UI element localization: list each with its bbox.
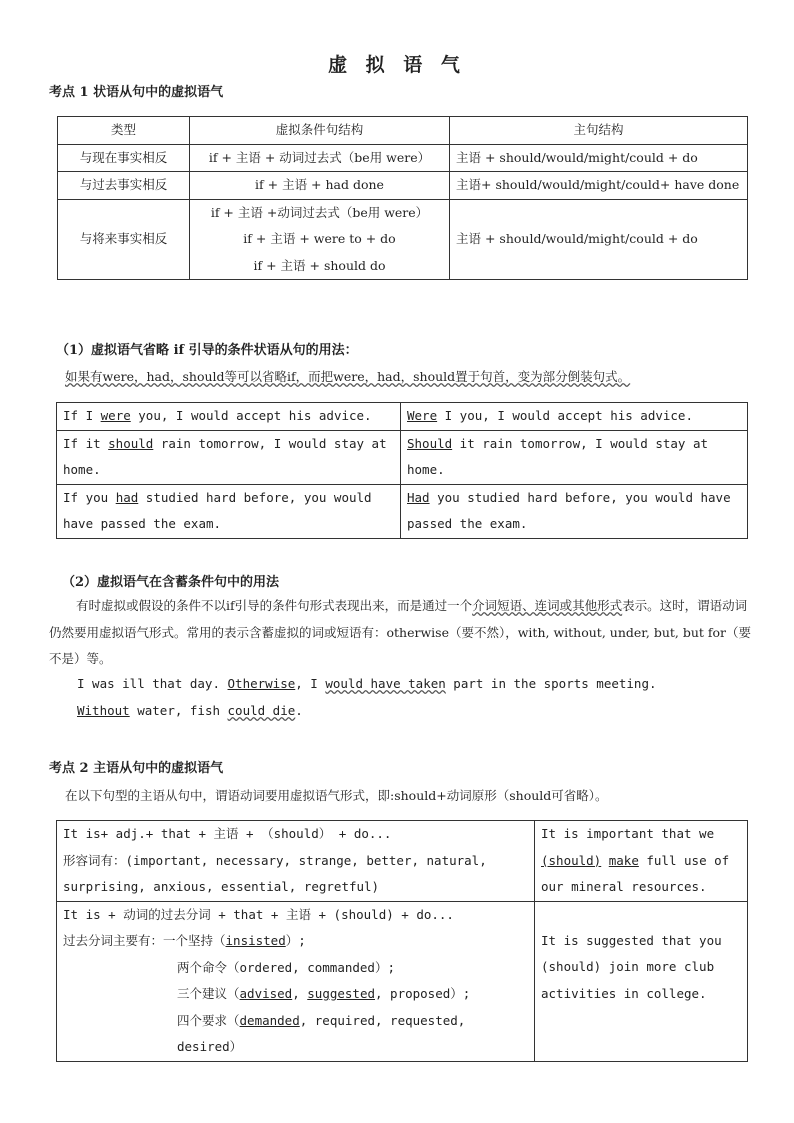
section2-heading: 考点 2 主语从句中的虚拟语气 bbox=[49, 761, 224, 776]
main-clause-cell: 主语 + should/would/might/could + do bbox=[450, 199, 748, 280]
participle-example-cell: It is suggested that you (should) join more club activities in college. bbox=[535, 901, 748, 1061]
header-main: 主句结构 bbox=[450, 117, 748, 145]
condition-line: if + 主语 + were to + do bbox=[243, 231, 396, 246]
condition-cell: if + 主语 + had done bbox=[190, 172, 450, 200]
inversion-table bbox=[56, 402, 748, 539]
table-row bbox=[58, 144, 748, 172]
inverted-sentence: Should it rain tomorrow, I would stay at home. bbox=[401, 430, 748, 484]
pattern-line: It is + 动词的过去分词 + that + 主语 + (should) + do... bbox=[63, 906, 454, 922]
subject-clause-table bbox=[56, 820, 748, 1062]
participle-line: 两个命令（ordered, commanded）; bbox=[177, 959, 395, 975]
table-row bbox=[57, 901, 748, 1061]
original-sentence: If you had studied hard before, you would have passed the exam. bbox=[57, 484, 401, 538]
header-type: 类型 bbox=[58, 117, 190, 145]
table-row bbox=[58, 172, 748, 200]
type-cell: 与过去事实相反 bbox=[58, 172, 190, 200]
table-row bbox=[58, 199, 748, 280]
original-sentence: If it should rain tomorrow, I would stay at home. bbox=[57, 430, 401, 484]
participle-pattern-cell bbox=[57, 901, 535, 1061]
pattern-line: It is+ adj.+ that + 主语 + （should） + do... bbox=[63, 826, 392, 841]
inverted-sentence: Were I you, I would accept his advice. bbox=[401, 403, 748, 431]
participle-line: 三个建议（advised, suggested, proposed）; bbox=[177, 986, 471, 1001]
example-otherwise: I was ill that day. Otherwise, I would have taken part in the sports meeting. bbox=[77, 676, 657, 691]
adjective-pattern-cell bbox=[57, 821, 535, 902]
participle-line: 过去分词主要有：一个坚持（insisted）; bbox=[63, 933, 306, 948]
section2-intro: 在以下句型的主语从句中，谓语动词要用虚拟语气形式，即:should+动词原形（should可省略）。 bbox=[65, 788, 608, 803]
conditional-structure-table bbox=[57, 116, 748, 280]
table-row bbox=[57, 430, 748, 484]
part2-heading: （2）虚拟语气在含蓄条件句中的用法 bbox=[62, 575, 280, 590]
type-cell: 与将来事实相反 bbox=[58, 199, 190, 280]
original-sentence: If I were you, I would accept his advice. bbox=[57, 403, 401, 431]
condition-cell bbox=[190, 199, 450, 280]
table-row bbox=[57, 484, 748, 538]
section1-heading: 考点 1 状语从句中的虚拟语气 bbox=[49, 85, 224, 100]
part1-note: 如果有were，had，should等可以省略if，而把were，had，should置于句首，变为部分倒装句式。 bbox=[65, 369, 631, 384]
table-row bbox=[57, 403, 748, 431]
table-row bbox=[57, 821, 748, 902]
part1-heading: （1）虚拟语气省略 if 引导的条件状语从句的用法： bbox=[56, 343, 358, 358]
main-clause-cell: 主语 + should/would/might/could + do bbox=[450, 144, 748, 172]
example-without: Without water, fish could die. bbox=[77, 703, 303, 718]
condition-cell: if + 主语 + 动词过去式（be用 were） bbox=[190, 144, 450, 172]
condition-line: if + 主语 +动词过去式（be用 were） bbox=[210, 204, 429, 220]
adjective-example-cell: It is important that we (should) make full use of our mineral resources. bbox=[535, 821, 748, 902]
type-cell: 与现在事实相反 bbox=[58, 144, 190, 172]
table-header-row bbox=[58, 117, 748, 145]
condition-line: if + 主语 + should do bbox=[253, 257, 386, 273]
participle-line: desired） bbox=[177, 1039, 243, 1054]
page-title: 虚 拟 语 气 bbox=[328, 54, 466, 76]
header-condition: 虚拟条件句结构 bbox=[190, 117, 450, 145]
inverted-sentence: Had you studied hard before, you would have passed the exam. bbox=[401, 484, 748, 538]
participle-line: 四个要求（demanded, required, requested, bbox=[177, 1012, 466, 1028]
part2-paragraph: 有时虚拟或假设的条件不以if引导的条件句形式表现出来，而是通过一个介词短语、连词或其他形式表示。这时，谓语动词仍然要用虚拟语气形式。常用的表示含蓄虚拟的词或短语有：otherwise（要不然），with, without, under, but, but for（要不是）等。 bbox=[49, 598, 752, 666]
main-clause-cell: 主语+ should/would/might/could+ have done bbox=[450, 172, 748, 200]
adjective-list: 形容词有：(important, necessary, strange, better, natural, surprising, anxious, essential, regretful) bbox=[63, 852, 487, 894]
